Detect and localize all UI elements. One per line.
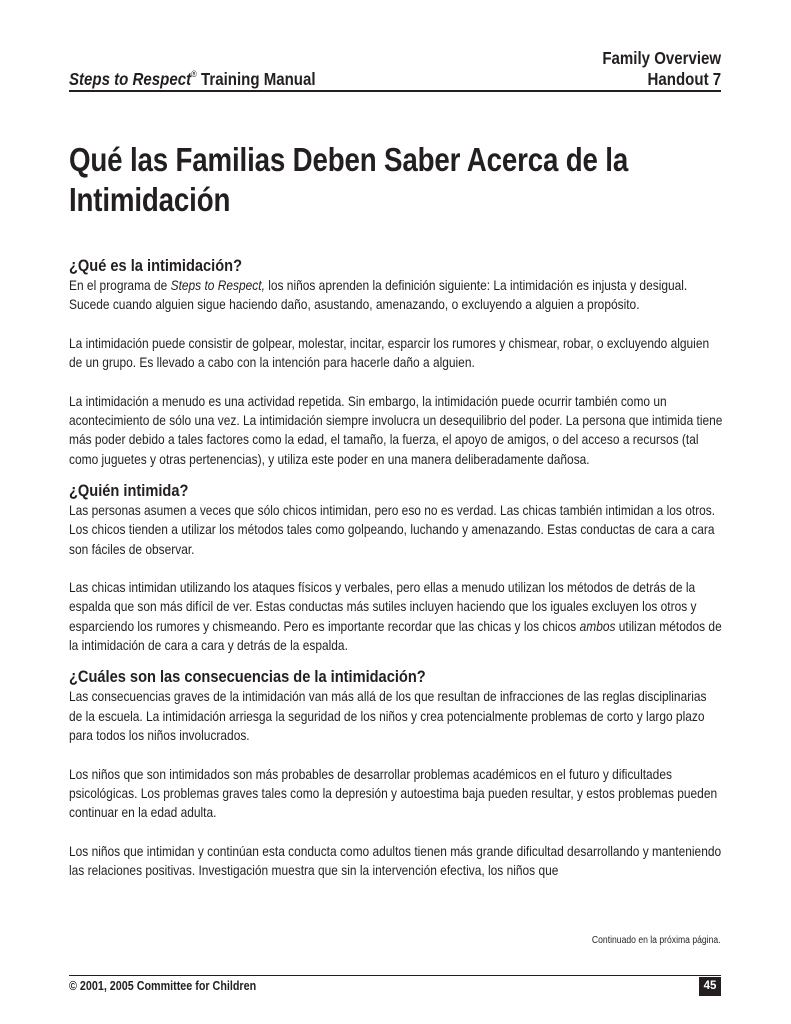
text-run: Las chicas intimidan utilizando los ataques físicos y verbales, pero ellas a menudo utilizan los métodos de detrás de la espalda que son más difícil de ver. Estas conductas más sutiles incluyen haciendo que los iguales excluyen los otros y esparciendo los rumores y chismeando. Pero es importante recordar que las chicas y los chicos bbox=[69, 579, 697, 634]
section-heading: ¿Cuáles son las consecuencias de la intimidación? bbox=[69, 667, 426, 687]
italic-text: ambos bbox=[579, 617, 616, 634]
header-divider bbox=[69, 90, 721, 92]
copyright-text: © 2001, 2005 Committee for Children bbox=[69, 979, 257, 993]
text-run: Las personas asumen a veces que sólo chicos intimidan, pero eso no es verdad. Las chicas también intimidan a los otros. Los chicos tienden a utilizar los métodos tales como golpeando, luchando y amenazando. Estas conductas de cara a cara son fáciles de observar. bbox=[69, 501, 716, 557]
page-title: Qué las Familias Deben Saber Acerca de la Intimidación bbox=[69, 141, 629, 218]
text-run: En el programa de bbox=[69, 277, 171, 293]
paragraph bbox=[69, 842, 723, 881]
paragraph bbox=[69, 276, 723, 315]
section-heading: ¿Quién intimida? bbox=[69, 480, 189, 500]
manual-title bbox=[69, 65, 316, 90]
handout-label: Handout 7 bbox=[647, 69, 721, 89]
text-run: Los niños que intimidan y continúan esta conducta como adultos tienen más grande dificultad desarrollando y manteniendo las relaciones positivas. Investigación muestra que sin la intervención efectiva, los niños que bbox=[69, 842, 722, 879]
manual-title-rest: Training Manual bbox=[196, 69, 316, 89]
text-run: Las consecuencias graves de la intimidación van más allá de los que resultan de infracciones de las reglas disciplinarias de la escuela. La intimidación arriesga la seguridad de los niños y crea potencialmente problemas de corto y largo plazo para todos los niños involucrados. bbox=[69, 688, 707, 743]
continued-note: Continuado en la próxima página. bbox=[592, 935, 721, 946]
section bbox=[69, 256, 721, 469]
paragraph bbox=[69, 765, 723, 823]
text-run: Los niños que son intimidados son más probables de desarrollar problemas académicos en el futuro y dificultades psicológicas. Los problemas graves tales como la depresión y autoestima baja pueden resultar, y estos problemas pueden continuar en la edad adulta. bbox=[69, 765, 718, 821]
header-right bbox=[602, 48, 721, 90]
page-header bbox=[69, 46, 721, 90]
section bbox=[69, 481, 721, 655]
paragraph bbox=[69, 334, 723, 373]
family-overview-label: Family Overview bbox=[602, 48, 721, 68]
handout-page bbox=[69, 0, 721, 1024]
paragraph bbox=[69, 392, 723, 469]
manual-title-italic: Steps to Respect bbox=[69, 69, 192, 89]
page-number: 45 bbox=[699, 977, 721, 996]
footer-divider bbox=[69, 975, 721, 976]
text-run: utilizan métodos de la intimidación de cara a cara y detrás de la espalda. bbox=[69, 617, 722, 654]
section-heading: ¿Qué es la intimidación? bbox=[69, 256, 243, 275]
paragraph bbox=[69, 501, 723, 559]
paragraph bbox=[69, 687, 723, 745]
text-run: los niños aprenden la definición siguiente: La intimidación es injusta y desigual. Sucede cuando alguien sigue haciendo daño, asustando, amenazando, o excluyendo a alguien a propósito. bbox=[69, 277, 688, 313]
italic-text: Steps to Respect, bbox=[170, 277, 265, 293]
article-body bbox=[69, 256, 721, 880]
section bbox=[69, 667, 721, 880]
paragraph bbox=[69, 578, 723, 655]
text-run: La intimidación puede consistir de golpear, molestar, incitar, esparcir los rumores y chismear, robar, o excluyendo alguien de un grupo. Es llevado a cabo con la intención para hacerle daño a alguien. bbox=[69, 334, 710, 371]
text-run: La intimidación a menudo es una actividad repetida. Sin embargo, la intimidación puede ocurrir también como un acontecimiento de sólo una vez. La intimidación siempre involucra un desequilibrio del poder. La persona que intimida tiene más poder debido a tales factores como la edad, el tamaño, la fuerza, el apoyo de amigos, o del acceso a recursos (tal como juguetes y otras pertenencias), y utiliza este poder en una manera deliberadamente dañosa. bbox=[69, 392, 723, 467]
registered-mark: ® bbox=[191, 69, 197, 80]
